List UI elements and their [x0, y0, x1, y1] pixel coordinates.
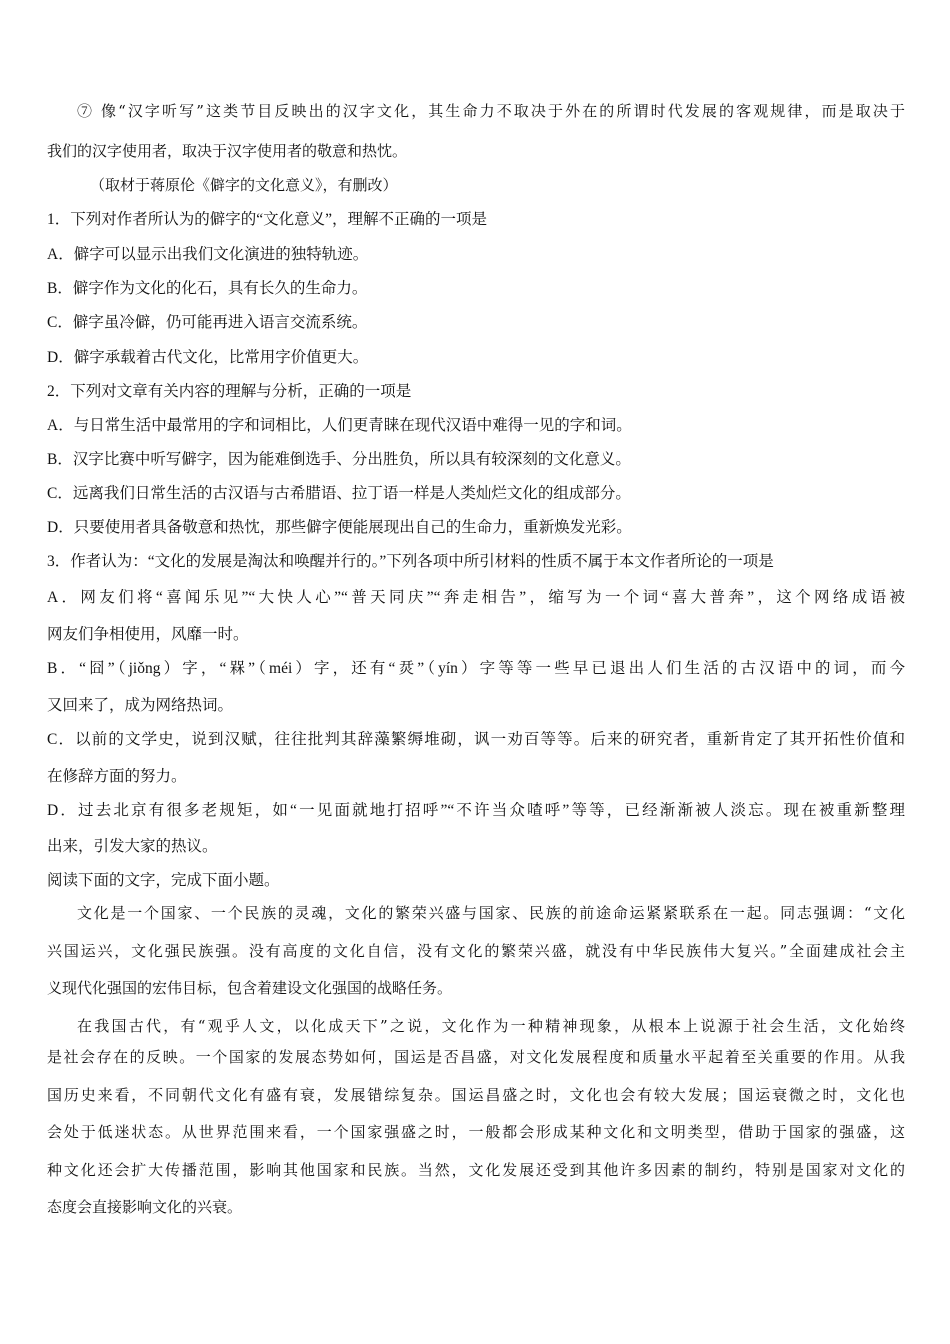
passage-p1-line-1: 文化是一个国家、一个民族的灵魂，文化的繁荣兴盛与国家、民族的前途命运紧紧联系在一起。同志强调：“文化	[77, 904, 905, 922]
passage-p1-line-2: 兴国运兴，文化强民族强。没有高度的文化自信，没有文化的繁荣兴盛，就没有中华民族伟大复兴。”全面建成社会主	[47, 942, 905, 960]
q2-option-a: A．与日常生活中最常用的字和词相比，人们更青睐在现代汉语中难得一见的字和词。	[47, 417, 632, 434]
passage-p1-line-3: 义现代化强国的宏伟目标，包含着建设文化强国的战略任务。	[47, 979, 453, 997]
q3-option-c-line-1: C．以前的文学史，说到汉赋，往往批判其辞藻繁缛堆砌，讽一劝百等等。后来的研究者，重新肯定了其开拓性价值和	[47, 731, 905, 748]
passage-p2-line-4: 会处于低迷状态。从世界范围来看，一个国家强盛之时，一般都会形成某种文化和文明类型，借助于国家的强盛，这	[47, 1123, 905, 1141]
passage-p2-line-2: 是社会存在的反映。一个国家的发展态势如何，国运是否昌盛，对文化发展程度和质量水平起着至关重要的作用。从我	[47, 1048, 905, 1066]
q3-option-b-line-2: 又回来了，成为网络热词。	[47, 697, 234, 714]
q3-stem: 3．作者认为：“文化的发展是淘汰和唤醒并行的。”下列各项中所引材料的性质不属于本文作者所论的一项是	[47, 553, 774, 570]
q2-option-c: C．远离我们日常生活的古汉语与古希腊语、拉丁语一样是人类灿烂文化的组成部分。	[47, 485, 631, 502]
passage-p2-line-3: 国历史来看，不同朝代文化有盛有衰，发展错综复杂。国运昌盛之时，文化也会有较大发展；国运衰微之时，文化也	[47, 1086, 905, 1104]
q3-option-b-line-1: B．“囧”（jiǒng）字，“槑”（méi）字，还有“烎”（yín）字等等一些早已退出人们生活的古汉语中的词，而今	[47, 660, 905, 677]
q1-option-d: D．僻字承载着古代文化，比常用字价值更大。	[47, 349, 369, 366]
q2-stem: 2．下列对文章有关内容的理解与分析，正确的一项是	[47, 383, 412, 400]
q2-option-d: D．只要使用者具备敬意和热忱，那些僻字便能展现出自己的生命力，重新焕发光彩。	[47, 519, 632, 536]
q1-option-a: A．僻字可以显示出我们文化演进的独特轨迹。	[47, 246, 369, 263]
q3-option-c-line-2: 在修辞方面的努力。	[47, 768, 187, 785]
q2-option-b: B．汉字比赛中听写僻字，因为能难倒选手、分出胜负，所以具有较深刻的文化意义。	[47, 451, 631, 468]
q1-stem: 1．下列对作者所认为的僻字的“文化意义”，理解不正确的一项是	[47, 211, 488, 228]
q3-option-d-line-2: 出来，引发大家的热议。	[47, 838, 218, 855]
passage-p2-line-5: 种文化还会扩大传播范围，影响其他国家和民族。当然，文化发展还受到其他许多因素的制约，特别是国家对文化的	[47, 1161, 905, 1179]
citation: （取材于蒋原伦《僻字的文化意义》，有删改）	[90, 176, 398, 194]
p7-line-1: ⑦ 像“汉字听写”这类节目反映出的汉字文化，其生命力不取决于外在的所谓时代发展的客观规律，而是取决于	[77, 102, 905, 120]
passage-p2-line-6: 态度会直接影响文化的兴衰。	[47, 1198, 243, 1216]
q1-option-b: B．僻字作为文化的化石，具有长久的生命力。	[47, 280, 368, 297]
passage-p2-line-1: 在我国古代，有“观乎人文，以化成天下”之说，文化作为一种精神现象，从根本上说源于社会生活，文化始终	[77, 1017, 905, 1035]
q1-option-c: C．僻字虽冷僻，仍可能再进入语言交流系统。	[47, 314, 368, 331]
p7-line-2: 我们的汉字使用者，取决于汉字使用者的敬意和热忱。	[47, 142, 408, 160]
q3-option-a-line-2: 网友们争相使用，风靡一时。	[47, 626, 249, 643]
q3-option-d-line-1: D．过去北京有很多老规矩，如“一见面就地打招呼”“不许当众喳呼”等等，已经渐渐被人淡忘。现在被重新整理	[47, 802, 905, 819]
reading-instruction: 阅读下面的文字，完成下面小题。	[47, 872, 280, 889]
q3-option-a-line-1: A．网友们将“喜闻乐见”“大快人心”“普天同庆”“奔走相告”，缩写为一个词“喜大普奔”，这个网络成语被	[47, 589, 905, 606]
